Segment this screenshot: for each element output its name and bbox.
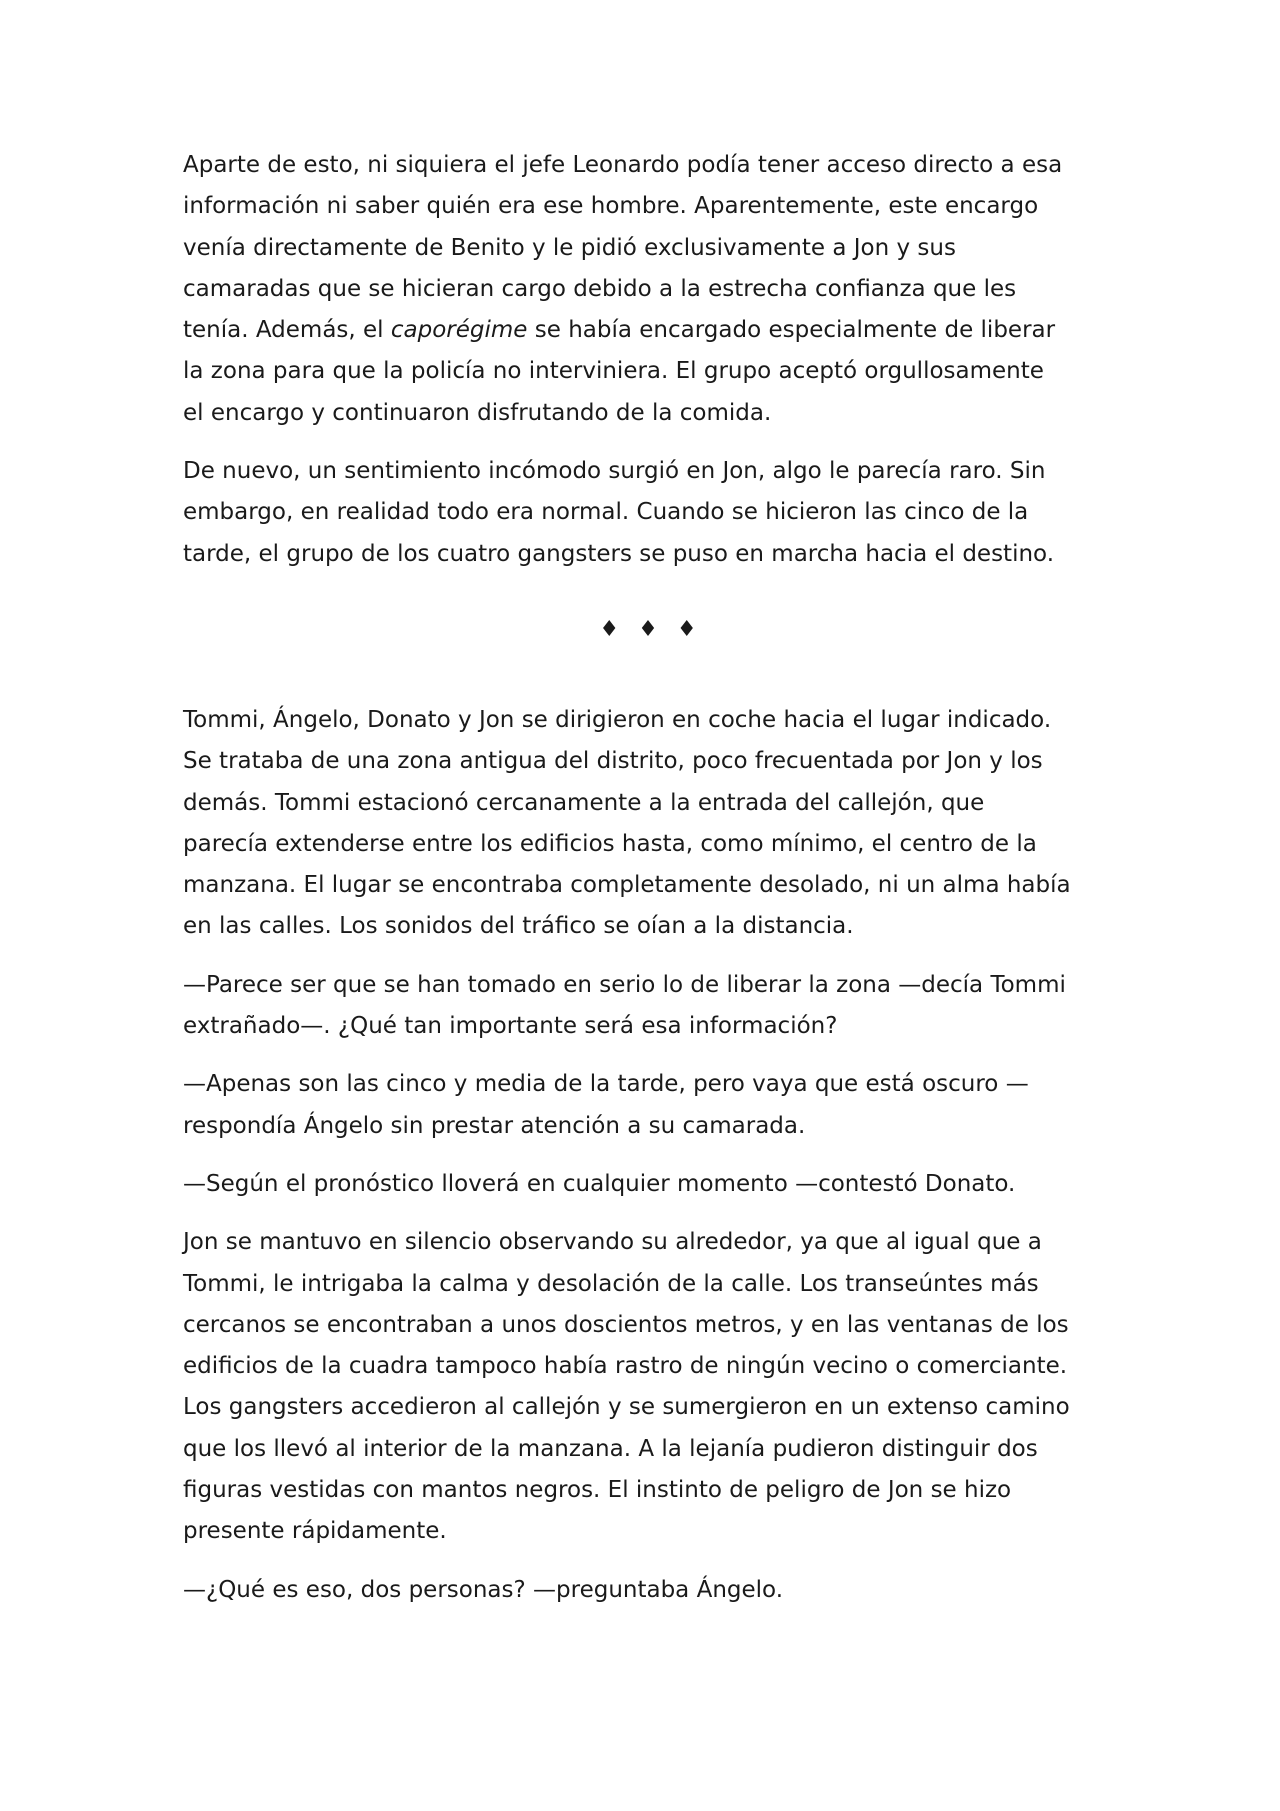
document-page: [183, 145, 1113, 1628]
diamond-icon: ♦: [638, 616, 658, 642]
text-line: [183, 310, 1113, 351]
diamond-icon: ♦: [676, 616, 697, 642]
section-separator: [183, 609, 1113, 650]
text-line: —Apenas son las cinco y media de la tarde, pero vaya que está oscuro —: [183, 1071, 1029, 1098]
dialogue-paragraph: [183, 1064, 1113, 1147]
text-line: —¿Qué es eso, dos personas? —preguntaba Ángelo.: [183, 1576, 784, 1603]
text-line: Se trataba de una zona antigua del distrito, poco frecuentada por Jon y los: [183, 748, 1043, 775]
paragraph: [183, 1222, 1113, 1552]
paragraph: [183, 145, 1113, 434]
text-line: cercanos se encontraban a unos doscientos metros, y en las ventanas de los: [183, 1311, 1069, 1338]
paragraph: [183, 451, 1113, 575]
text-line: en las calles. Los sonidos del tráfico se oían a la distancia.: [183, 913, 854, 940]
text-line: tarde, el grupo de los cuatro gangsters se puso en marcha hacia el destino.: [183, 540, 1055, 567]
text-line: camaradas que se hicieran cargo debido a la estrecha confianza que les: [183, 275, 1017, 302]
text-line: figuras vestidas con mantos negros. El instinto de peligro de Jon se hizo: [183, 1477, 1012, 1504]
dialogue-paragraph: [183, 1164, 1113, 1205]
text-line: Jon se mantuvo en silencio observando su alrededor, ya que al igual que a: [183, 1229, 1042, 1256]
text-line: De nuevo, un sentimiento incómodo surgió en Jon, algo le parecía raro. Sin: [183, 458, 1046, 485]
text-line: información ni saber quién era ese hombre. Aparentemente, este encargo: [183, 193, 1039, 220]
text-line: Tommi, le intrigaba la calma y desolación de la calle. Los transeúntes más: [183, 1270, 1039, 1297]
text-line: la zona para que la policía no interviniera. El grupo aceptó orgullosamente: [183, 358, 1044, 385]
text-line: edificios de la cuadra tampoco había rastro de ningún vecino o comerciante.: [183, 1353, 1068, 1380]
text-run: se había encargado especialmente de liberar: [527, 317, 1056, 344]
paragraph: [183, 700, 1113, 948]
text-line: Tommi, Ángelo, Donato y Jon se dirigieron en coche hacia el lugar indicado.: [183, 706, 1052, 733]
text-line: —Parece ser que se han tomado en serio lo de liberar la zona —decía Tommi: [183, 971, 1066, 998]
text-line: Los gangsters accedieron al callejón y se sumergieron en un extenso camino: [183, 1394, 1070, 1421]
text-line: —Según el pronóstico lloverá en cualquier momento —contestó Donato.: [183, 1170, 1016, 1197]
text-line: el encargo y continuaron disfrutando de la comida.: [183, 399, 772, 426]
text-run: tenía. Además, el: [183, 317, 391, 344]
text-line: extrañado—. ¿Qué tan importante será esa información?: [183, 1013, 838, 1040]
text-line: manzana. El lugar se encontraba completamente desolado, ni un alma había: [183, 872, 1071, 899]
italic-term: caporégime: [390, 317, 528, 344]
dialogue-paragraph: [183, 965, 1113, 1048]
text-line: parecía extenderse entre los edificios hasta, como mínimo, el centro de la: [183, 830, 1037, 857]
text-line: que los llevó al interior de la manzana. A la lejanía pudieron distinguir dos: [183, 1435, 1038, 1462]
text-line: embargo, en realidad todo era normal. Cuando se hicieron las cinco de la: [183, 499, 1029, 526]
text-line: venía directamente de Benito y le pidió exclusivamente a Jon y sus: [183, 234, 956, 261]
dialogue-paragraph: [183, 1570, 1113, 1611]
text-line: demás. Tommi estacionó cercanamente a la entrada del callejón, que: [183, 789, 985, 816]
text-line: Aparte de esto, ni siquiera el jefe Leonardo podía tener acceso directo a esa: [183, 152, 1063, 178]
text-line: presente rápidamente.: [183, 1518, 447, 1545]
text-line: respondía Ángelo sin prestar atención a su camarada.: [183, 1112, 806, 1139]
diamond-icon: ♦: [599, 616, 620, 642]
